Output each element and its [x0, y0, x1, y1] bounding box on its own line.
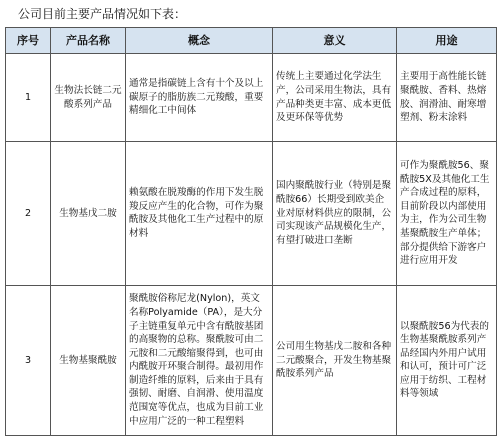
table-header-row: [6, 28, 497, 54]
product-significance: 国内聚酰胺行业（特别是聚酰胺66）长期受到欧美企业对原材料供应的限制，公司实现该产品规模化生产，有望打破进口垄断: [273, 142, 397, 285]
product-significance: 公司用生物基戊二胺和各种二元酸聚合，开发生物基聚酰胺系列产品: [273, 285, 397, 435]
product-usage: 可作为聚酰胺56、聚酰胺5X及其他化工生产合成过程的原料，目前阶段以内部使用为主，作为公司生物基聚酰胺生产单体；部分提供给下游客户进行应用开发: [397, 142, 497, 285]
product-name: 生物法长链二元酸系列产品: [51, 54, 126, 142]
intro-text: 公司目前主要产品情况如下表：: [18, 7, 187, 21]
product-concept: 聚酰胺俗称尼龙(Nylon)，英文名称Polyamide（PA），是大分子主链重复单元中含有酰胺基团的高聚物的总称。聚酰胺可由二元胺和二元酸缩聚得到，也可由内酰胺开环聚合制得。最初用作制造纤维的原料，后来由于具有强韧、耐磨、自润滑、使用温度范围宽等优点，也成为目前工业中应用广泛的一种工程塑料: [126, 285, 273, 435]
product-name: 生物基聚酰胺: [51, 285, 126, 435]
row-number: 2: [6, 142, 51, 285]
header-significance: 意义: [273, 28, 397, 54]
table-row: [6, 142, 497, 285]
product-usage: 以聚酰胺56为代表的生物基聚酰胺系列产品经国内外用户试用和认可，预计可广泛应用于纺织、工程材料等领域: [397, 285, 497, 435]
product-name: 生物基戊二胺: [51, 142, 126, 285]
product-table: [5, 27, 497, 436]
product-concept: 赖氨酸在脱羧酶的作用下发生脱羧反应产生的化合物，可作为聚酰胺及其他化工生产过程中的原材料: [126, 142, 273, 285]
header-name: 产品名称: [51, 28, 126, 54]
table-row: [6, 285, 497, 435]
product-significance: 传统上主要通过化学法生产，公司采用生物法，具有产品种类更丰富、成本更低及更环保等优势: [273, 54, 397, 142]
product-concept: 通常是指碳链上含有十个及以上碳原子的脂肪族二元羧酸，重要精细化工中间体: [126, 54, 273, 142]
product-usage: 主要用于高性能长链聚酰胺、香料、热熔胶、润滑油、耐寒增塑剂、粉末涂料: [397, 54, 497, 142]
row-number: 1: [6, 54, 51, 142]
table-row: [6, 54, 497, 142]
header-no: 序号: [6, 28, 51, 54]
row-number: 3: [6, 285, 51, 435]
header-concept: 概念: [126, 28, 273, 54]
header-usage: 用途: [397, 28, 497, 54]
